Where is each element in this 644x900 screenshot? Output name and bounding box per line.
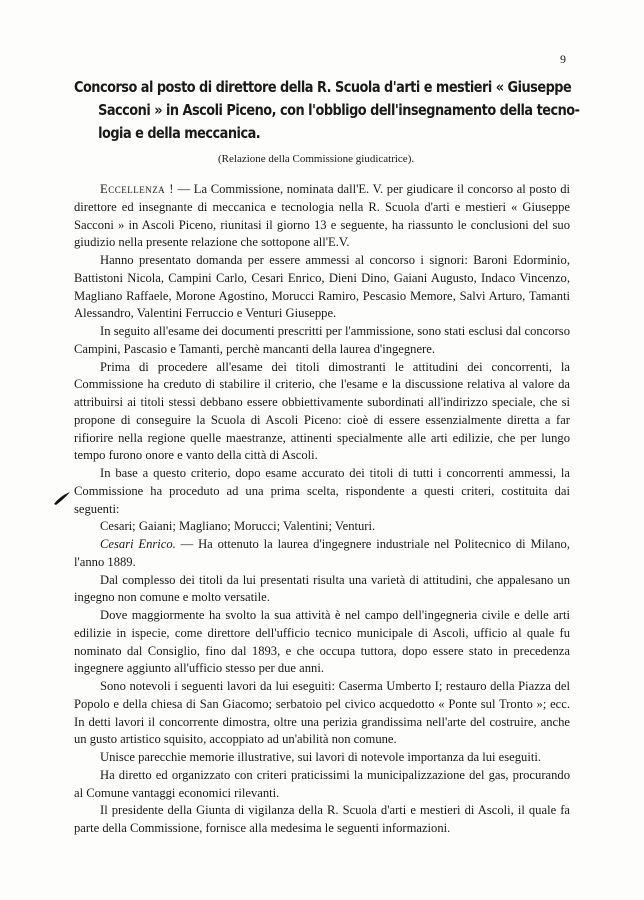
paragraph (74, 536, 570, 572)
paragraph: Unisce parecchie memorie illustrative, sui lavori di notevole importanza da lui eseguiti. (100, 750, 541, 764)
title-line-1: Concorso al posto di direttore della R. Scuola d'arti e mestieri « Giuseppe (74, 78, 572, 96)
paragraph (74, 181, 570, 252)
body-text (74, 181, 570, 838)
paragraph: Dove maggiormente ha svolto la sua attività è nel campo dell'ingegneria civile e delle arti edilizie in ispecie, come direttore dell'ufficio tecnico municipale di Ascoli, ufficio al quale fu nominato dal Consiglio, fino dal 1893, e che occupa tuttora, dopo essere stato in precedenza ingegnere aggiunto all'ufficio stesso per due anni. (74, 608, 570, 676)
paragraph: Cesari; Gaiani; Magliano; Morucci; Valentini; Venturi. (100, 519, 376, 534)
document-title (74, 76, 580, 145)
title-line-2: Sacconi » in Ascoli Piceno, con l'obbligo dell'insegnamento della tecno- (98, 101, 580, 119)
paragraph: In base a questo criterio, dopo esame accurato dei titoli di tutti i concorrenti ammessi, la Commissione ha proceduto ad una prima scelta, rispondente a questi criteri, costituita dai seguenti: (74, 466, 570, 516)
ink-mark (52, 490, 72, 506)
page-number: 9 (560, 52, 566, 66)
paragraph-text: — Ha ottenuto la laurea d'ingegnere industriale nel Politecnico di Milano, l'anno 1889. (74, 537, 570, 569)
paragraph: Hanno presentato domanda per essere ammessi al concorso i signori: Baroni Edorminio, Battistoni Nicola, Campini Carlo, Cesari Enrico, Dieni Dino, Gaiani Augusto, Indaco Vincenzo, Magliano Raffaele, Morone Agostino, Morucci Ramiro, Pescasio Memore, Salvi Arturo, Tamanti Alessandro, Valentini Ferruccio e Venturi Giuseppe. (74, 253, 570, 321)
paragraph: Sono notevoli i seguenti lavori da lui eseguiti: Caserma Umberto I; restauro della Piazza del Popolo e della chiesa di San Giacomo; serbatoio pel civico acquedotto « Ponte sul Tronto »; ecc. In detti lavori il concorrente dimostra, oltre una perizia grandissima nell'arte del costruire, anche un gusto artistico squisito, accoppiato ad un'abilità non comune. (74, 679, 570, 747)
paragraph: Dal complesso dei titoli da lui presentati risulta una varietà di attitudini, che appalesano un ingegno non comune e molto versatile. (74, 572, 570, 605)
paragraph: In seguito all'esame dei documenti prescritti per l'ammissione, sono stati esclusi dal concorso Campini, Pascasio e Tamanti, perchè mancanti della laurea d'ingegnere. (74, 324, 570, 356)
paragraph: Il presidente della Giunta di vigilanza della R. Scuola d'arti e mestieri di Ascoli, il quale fa parte della Commissione, fornisce alla medesima le seguenti informazioni. (74, 803, 570, 835)
salutation: Eccellenza ! (100, 182, 174, 196)
title-line-3: logia e della meccanica. (98, 124, 261, 142)
paragraph: Ha diretto ed organizzato con criteri praticissimi la municipalizzazione del gas, procurando al Comune vantaggi economici rilevanti. (74, 767, 570, 800)
candidate-name: Cesari Enrico. (100, 537, 176, 551)
paragraph: Prima di procedere all'esame dei titoli dimostranti le attitudini dei concorrenti, la Commissione ha creduto di stabilire il criterio, che l'esame e la discussione relativa al valore da attribuirsi ai titoli stessi debbano essere obbiettivamente subordinati all'indirizzo speciale, che si propone di conseguire la Scuola di Ascoli Piceno: cioè di essere essenzialmente diretta a far rifiorire nella regione quelle maestranze, attinenti specialmente alle arti edilizie, che per lungo tempo furono onore e vanto della città di Ascoli. (74, 359, 570, 463)
document-subtitle: (Relazione della Commissione giudicatrice). (218, 153, 415, 165)
paragraph-text: — La Commissione, nominata dall'E. V. per giudicare il concorso al posto di direttore ed insegnante di meccanica e tecnologia nella R. Scuola d'arti e mestieri « Giuseppe Sacconi » in Ascoli Piceno, riunitasi il giorno 13 e seguente, ha riassunto le conclusioni del suo giudizio nella presente relazione che sottopone all'E.V. (74, 182, 571, 250)
